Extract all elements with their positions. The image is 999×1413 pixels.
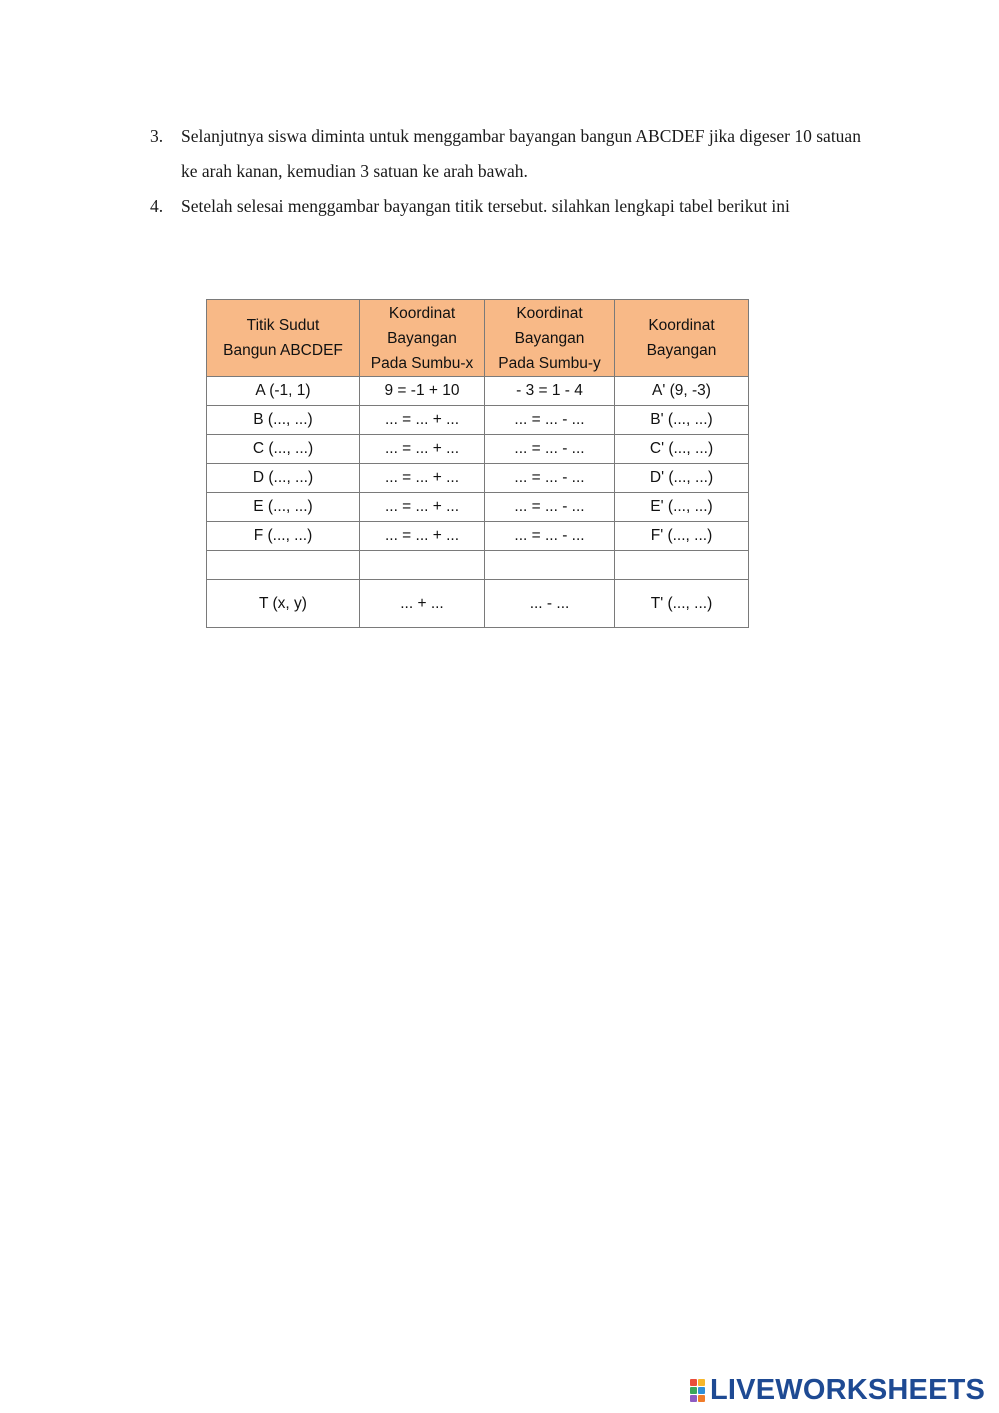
table-header-row [207, 300, 749, 377]
table-cell: ... = ... - ... [485, 406, 615, 435]
header-titik-sudut: Titik Sudut Bangun ABCDEF [207, 300, 360, 377]
table-cell: ... = ... - ... [485, 493, 615, 522]
table-cell: D' (..., ...) [615, 464, 749, 493]
table-cell [485, 551, 615, 580]
table-cell: F (..., ...) [207, 522, 360, 551]
table-row-empty [207, 551, 749, 580]
table-cell [360, 551, 485, 580]
table-cell: B' (..., ...) [615, 406, 749, 435]
table-cell: ... = ... - ... [485, 464, 615, 493]
table-cell: 9 = -1 + 10 [360, 377, 485, 406]
header-koordinat-bayangan: Koordinat Bayangan [615, 300, 749, 377]
table-row [207, 406, 749, 435]
instruction-item-3 [150, 119, 870, 189]
table-cell: F' (..., ...) [615, 522, 749, 551]
table-cell: ... = ... + ... [360, 406, 485, 435]
header-bayangan-y: Koordinat Bayangan Pada Sumbu-y [485, 300, 615, 377]
table-row [207, 522, 749, 551]
table-cell: A (-1, 1) [207, 377, 360, 406]
table-cell: ... - ... [485, 580, 615, 628]
instruction-item-4 [150, 189, 870, 224]
liveworksheets-logo-text: LIVEWORKSHEETS [710, 1374, 986, 1406]
translation-table [206, 299, 749, 628]
table-cell: C' (..., ...) [615, 435, 749, 464]
table-cell: C (..., ...) [207, 435, 360, 464]
table-cell: ... = ... - ... [485, 435, 615, 464]
table-cell: ... = ... + ... [360, 464, 485, 493]
instruction-number: 3. [150, 126, 164, 146]
table-cell: E' (..., ...) [615, 493, 749, 522]
table-row-general [207, 580, 749, 628]
table-cell: ... = ... + ... [360, 435, 485, 464]
table-cell: E (..., ...) [207, 493, 360, 522]
table-cell: ... + ... [360, 580, 485, 628]
table-cell: A' (9, -3) [615, 377, 749, 406]
table-row [207, 377, 749, 406]
table-cell: T (x, y) [207, 580, 360, 628]
table-cell: B (..., ...) [207, 406, 360, 435]
table-row [207, 493, 749, 522]
table-row [207, 435, 749, 464]
table-cell: ... = ... - ... [485, 522, 615, 551]
table-row [207, 464, 749, 493]
table-cell: - 3 = 1 - 4 [485, 377, 615, 406]
liveworksheets-logo[interactable] [690, 1374, 985, 1407]
header-bayangan-x: Koordinat Bayangan Pada Sumbu-x [360, 300, 485, 377]
instruction-number: 4. [150, 196, 164, 216]
instruction-text: Selanjutnya siswa diminta untuk menggambar bayangan bangun ABCDEF jika digeser 10 satuan ke arah kanan, kemudian 3 satuan ke arah bawah. [181, 126, 861, 181]
table-cell: D (..., ...) [207, 464, 360, 493]
instructions-list [150, 119, 870, 224]
instruction-text: Setelah selesai menggambar bayangan titik tersebut. silahkan lengkapi tabel berikut ini [181, 196, 790, 216]
table-cell: ... = ... + ... [360, 493, 485, 522]
table-cell [207, 551, 360, 580]
table-cell: ... = ... + ... [360, 522, 485, 551]
liveworksheets-logo-icon [690, 1379, 706, 1403]
table-cell [615, 551, 749, 580]
table-cell: T' (..., ...) [615, 580, 749, 628]
